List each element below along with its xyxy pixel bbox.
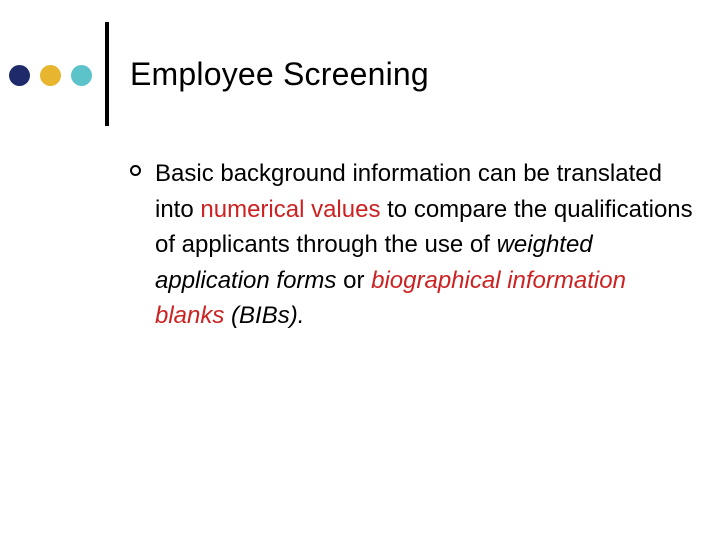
navy-dot-icon [9,65,30,86]
bullet-item [130,156,700,334]
bullet-text-part: or [336,266,372,294]
bullet-text-part: to compare the qualifications of applicants through the use of [155,195,693,258]
bullet-text-part: Basic background information can be translated into [155,160,662,223]
slide-body [130,156,700,334]
teal-dot-icon [71,65,92,86]
italic-weighted-application-forms: weighted application forms [155,231,593,294]
gold-dot-icon [40,65,61,86]
decorative-dots [9,65,92,86]
highlight-biographical-information-blanks: biographical information blanks [155,266,626,329]
title-divider [105,22,109,126]
highlight-numerical-values: numerical values [200,195,381,223]
italic-bibs: (BIBs). [231,302,305,329]
hollow-circle-bullet-icon [130,165,141,176]
bullet-text [155,156,700,334]
slide-title: Employee Screening [130,56,429,92]
